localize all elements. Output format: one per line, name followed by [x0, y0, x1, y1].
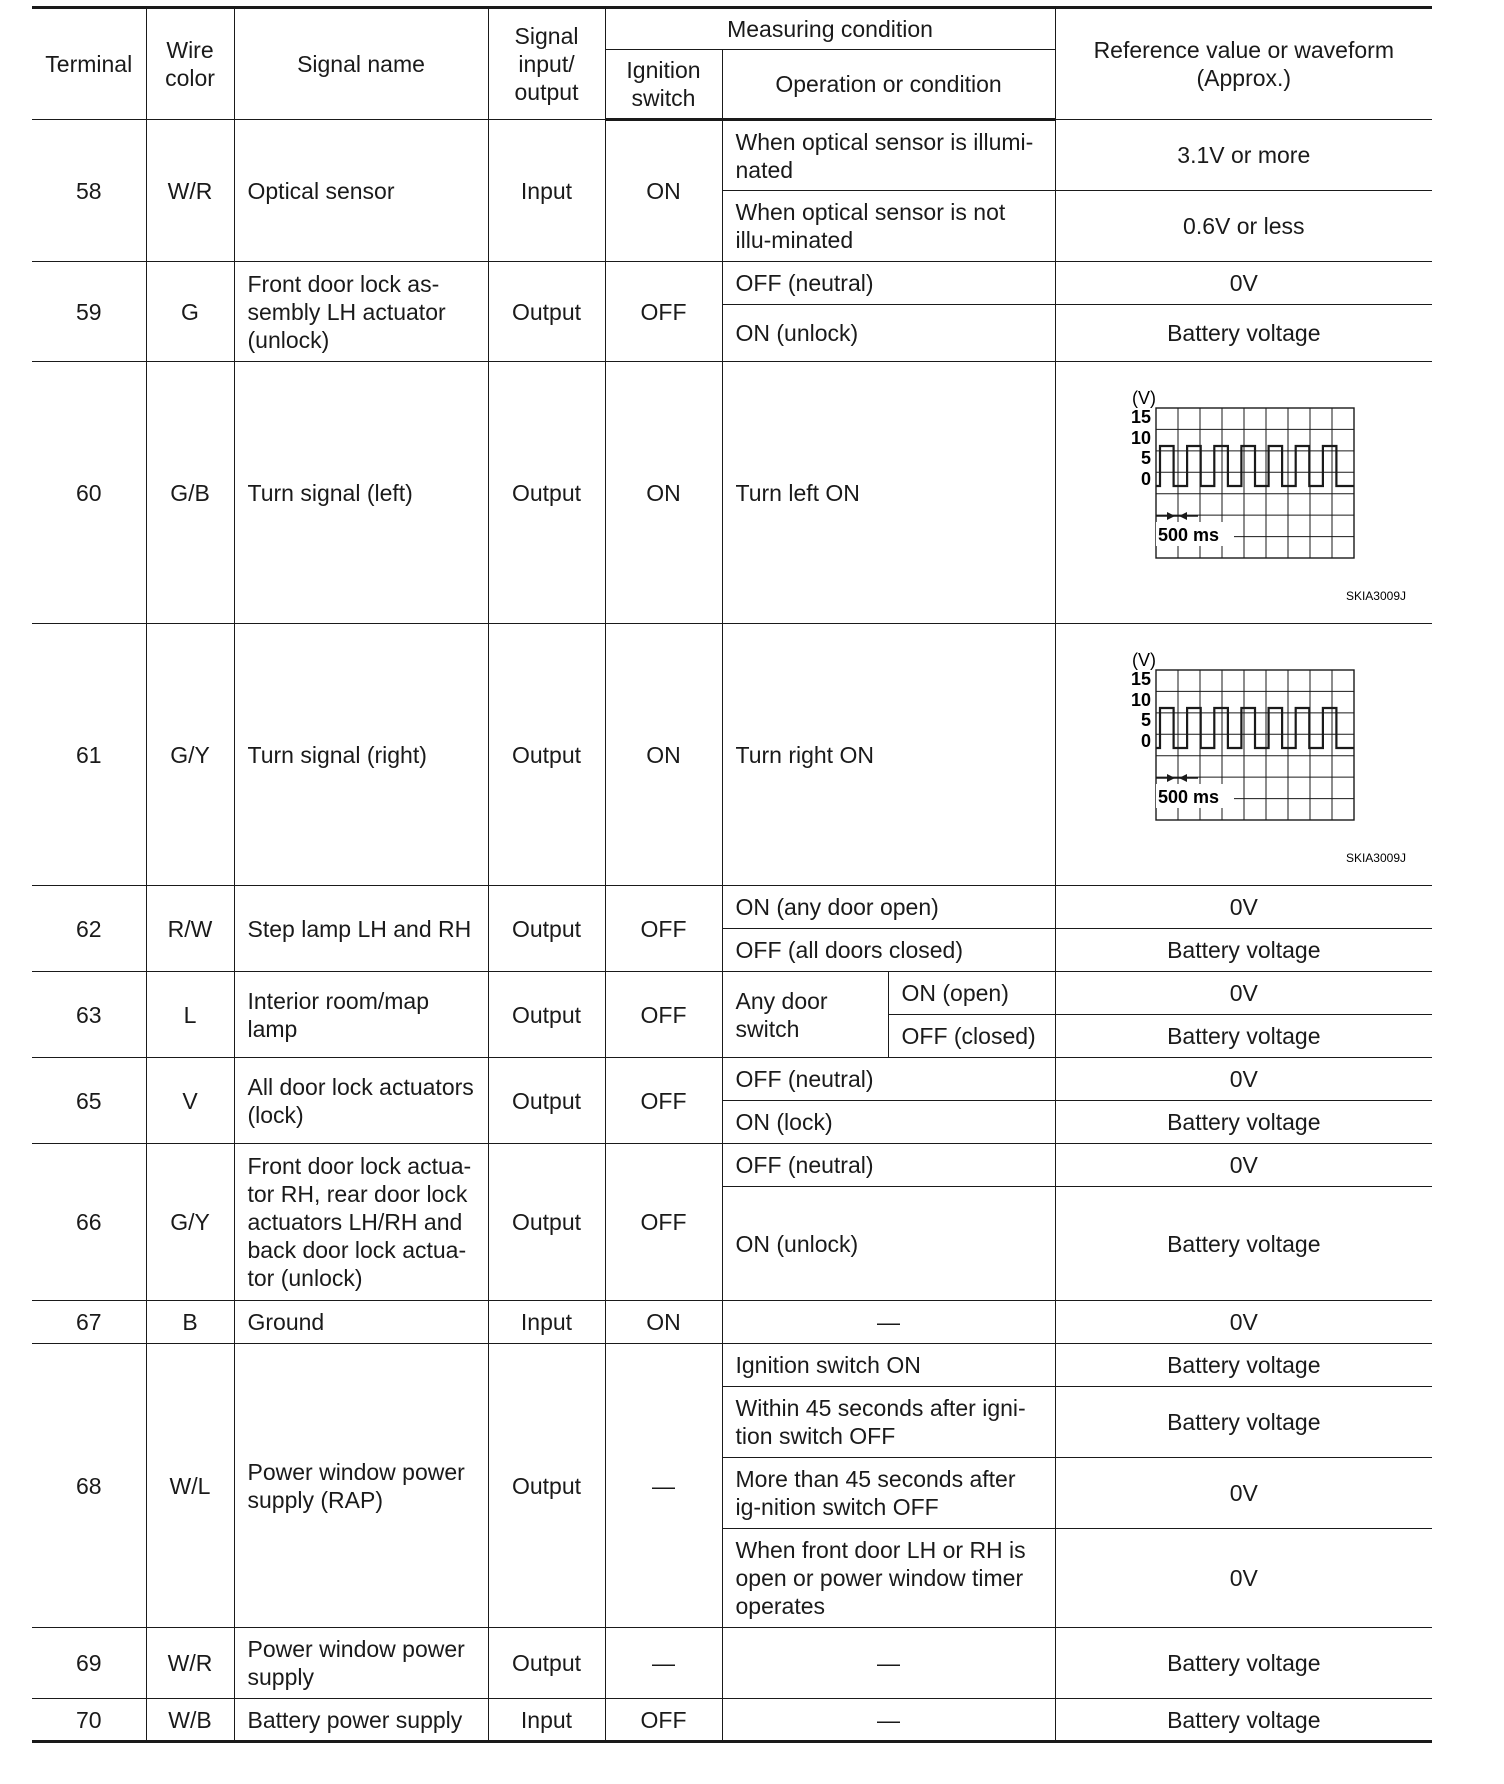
terminal-reference-table-sheet — [32, 6, 1432, 1743]
waveform-y-tick: 5 — [1140, 709, 1151, 730]
terminal-cell: 65 — [32, 1058, 146, 1144]
condition-cell: ON (unlock) — [722, 1187, 1055, 1301]
signal-io-cell: Output — [488, 1144, 605, 1301]
signal-io-cell: Output — [488, 886, 605, 972]
reference-value-cell: 0V — [1055, 1529, 1432, 1628]
reference-value-cell: 0V — [1055, 1144, 1432, 1187]
condition-group-cell: Any door switch — [722, 972, 888, 1058]
waveform-trace — [1156, 446, 1354, 486]
header-reference-value: Reference value or waveform (Approx.) — [1055, 8, 1432, 120]
signal-name-cell: Turn signal (left) — [234, 362, 488, 624]
reference-value-cell: Battery voltage — [1055, 1344, 1432, 1387]
waveform-y-tick: 10 — [1130, 427, 1151, 448]
ignition-switch-cell: — — [605, 1344, 722, 1628]
ignition-switch-cell: OFF — [605, 1699, 722, 1742]
table-row — [32, 120, 1432, 191]
ignition-switch-cell: ON — [605, 362, 722, 624]
table-row — [32, 362, 1432, 624]
reference-value-cell: 0V — [1055, 886, 1432, 929]
ignition-switch-cell: ON — [605, 1301, 722, 1344]
condition-cell: ON (unlock) — [722, 305, 1055, 362]
ignition-switch-cell: OFF — [605, 972, 722, 1058]
signal-io-cell: Input — [488, 120, 605, 262]
reference-value-cell: 3.1V or more — [1055, 120, 1432, 191]
header-ignition-switch: Ignition switch — [605, 50, 722, 120]
wire-color-cell: G — [146, 262, 234, 362]
condition-cell: Ignition switch ON — [722, 1344, 1055, 1387]
header-signal-name: Signal name — [234, 8, 488, 120]
terminal-cell: 60 — [32, 362, 146, 624]
header-terminal: Terminal — [32, 8, 146, 120]
table-row — [32, 1628, 1432, 1699]
ignition-switch-cell: OFF — [605, 886, 722, 972]
terminal-cell: 68 — [32, 1344, 146, 1628]
terminal-cell: 66 — [32, 1144, 146, 1301]
signal-name-cell: Optical sensor — [234, 120, 488, 262]
waveform-figure-code: SKIA3009J — [1345, 850, 1406, 865]
signal-name-cell: Front door lock actua-tor RH, rear door lock actuators LH/RH and back door lock actua-tor (unlock) — [234, 1144, 488, 1301]
header-operation-condition: Operation or condition — [722, 50, 1055, 120]
reference-value-cell: 0V — [1055, 972, 1432, 1015]
table-row — [32, 972, 1432, 1015]
terminal-cell: 67 — [32, 1301, 146, 1344]
header-signal-io: Signal input/ output — [488, 8, 605, 120]
signal-name-cell: Interior room/map lamp — [234, 972, 488, 1058]
reference-value-cell: Battery voltage — [1055, 1187, 1432, 1301]
signal-io-cell: Output — [488, 972, 605, 1058]
condition-cell: Within 45 seconds after igni-tion switch OFF — [722, 1387, 1055, 1458]
reference-value-cell: 0V — [1055, 262, 1432, 305]
reference-value-cell: Battery voltage — [1055, 1101, 1432, 1144]
wire-color-cell: G/Y — [146, 624, 234, 886]
wire-color-cell: L — [146, 972, 234, 1058]
condition-cell: OFF (neutral) — [722, 262, 1055, 305]
condition-cell: — — [722, 1301, 1055, 1344]
header-wire-color: Wire color — [146, 8, 234, 120]
terminal-cell: 63 — [32, 972, 146, 1058]
condition-cell: OFF (all doors closed) — [722, 929, 1055, 972]
table-row — [32, 624, 1432, 886]
wire-color-cell: W/R — [146, 1628, 234, 1699]
wire-color-cell: G/B — [146, 362, 234, 624]
condition-cell: When front door LH or RH is open or power window timer operates — [722, 1529, 1055, 1628]
wire-color-cell: W/L — [146, 1344, 234, 1628]
table-row — [32, 1344, 1432, 1387]
condition-cell: ON (lock) — [722, 1101, 1055, 1144]
condition-cell: OFF (closed) — [888, 1015, 1055, 1058]
turn-signal-right-waveform — [1074, 640, 1414, 870]
waveform-figure-code: SKIA3009J — [1345, 588, 1406, 603]
waveform-y-tick: 15 — [1130, 668, 1151, 689]
reference-value-cell: Battery voltage — [1055, 1699, 1432, 1742]
condition-cell: OFF (neutral) — [722, 1144, 1055, 1187]
ignition-switch-cell: — — [605, 1628, 722, 1699]
table-row — [32, 1058, 1432, 1101]
waveform-y-tick: 10 — [1130, 689, 1151, 710]
turn-signal-left-waveform — [1074, 378, 1414, 608]
table-row — [32, 886, 1432, 929]
waveform-unit-label: (V) — [1131, 387, 1156, 408]
terminal-reference-table — [32, 6, 1432, 1743]
condition-cell: OFF (neutral) — [722, 1058, 1055, 1101]
waveform-time-label: 500 ms — [1157, 524, 1219, 545]
signal-io-cell: Output — [488, 1344, 605, 1628]
signal-io-cell: Output — [488, 624, 605, 886]
wire-color-cell: G/Y — [146, 1144, 234, 1301]
header-measuring-condition: Measuring condition — [605, 8, 1055, 50]
reference-value-cell: Battery voltage — [1055, 1015, 1432, 1058]
ignition-switch-cell: OFF — [605, 1058, 722, 1144]
waveform-y-tick: 15 — [1130, 406, 1151, 427]
signal-name-cell: Battery power supply — [234, 1699, 488, 1742]
terminal-cell: 70 — [32, 1699, 146, 1742]
ignition-switch-cell: OFF — [605, 1144, 722, 1301]
wire-color-cell: V — [146, 1058, 234, 1144]
table-row — [32, 1301, 1432, 1344]
wire-color-cell: R/W — [146, 886, 234, 972]
signal-name-cell: Power window power supply (RAP) — [234, 1344, 488, 1628]
reference-value-cell: 0V — [1055, 1458, 1432, 1529]
waveform-unit-label: (V) — [1131, 649, 1156, 670]
signal-name-cell: Front door lock as-sembly LH actuator (unlock) — [234, 262, 488, 362]
reference-value-cell: Battery voltage — [1055, 929, 1432, 972]
waveform-trace — [1156, 708, 1354, 748]
condition-cell: ON (any door open) — [722, 886, 1055, 929]
signal-io-cell: Input — [488, 1699, 605, 1742]
signal-io-cell: Output — [488, 1058, 605, 1144]
reference-value-cell: Battery voltage — [1055, 1628, 1432, 1699]
signal-name-cell: Step lamp LH and RH — [234, 886, 488, 972]
table-row — [32, 1699, 1432, 1742]
reference-value-cell: 0.6V or less — [1055, 191, 1432, 262]
table-row — [32, 262, 1432, 305]
ignition-switch-cell: ON — [605, 120, 722, 262]
waveform-time-label: 500 ms — [1157, 786, 1219, 807]
terminal-cell: 69 — [32, 1628, 146, 1699]
waveform-y-tick: 5 — [1140, 447, 1151, 468]
terminal-cell: 62 — [32, 886, 146, 972]
waveform-y-tick: 0 — [1140, 730, 1151, 751]
condition-cell: — — [722, 1699, 1055, 1742]
signal-io-cell: Input — [488, 1301, 605, 1344]
reference-value-cell: 0V — [1055, 1301, 1432, 1344]
table-row — [32, 1144, 1432, 1187]
condition-cell: — — [722, 1628, 1055, 1699]
reference-value-cell: Battery voltage — [1055, 1387, 1432, 1458]
condition-cell: ON (open) — [888, 972, 1055, 1015]
signal-io-cell: Output — [488, 362, 605, 624]
wire-color-cell: B — [146, 1301, 234, 1344]
signal-io-cell: Output — [488, 1628, 605, 1699]
ignition-switch-cell: ON — [605, 624, 722, 886]
signal-io-cell: Output — [488, 262, 605, 362]
signal-name-cell: All door lock actuators (lock) — [234, 1058, 488, 1144]
condition-cell: When optical sensor is not illu-minated — [722, 191, 1055, 262]
waveform-y-tick: 0 — [1140, 468, 1151, 489]
terminal-cell: 58 — [32, 120, 146, 262]
reference-waveform-cell — [1055, 624, 1432, 886]
terminal-cell: 59 — [32, 262, 146, 362]
wire-color-cell: W/R — [146, 120, 234, 262]
signal-name-cell: Turn signal (right) — [234, 624, 488, 886]
signal-name-cell: Power window power supply — [234, 1628, 488, 1699]
condition-cell: When optical sensor is illumi-nated — [722, 120, 1055, 191]
reference-value-cell: Battery voltage — [1055, 305, 1432, 362]
signal-name-cell: Ground — [234, 1301, 488, 1344]
condition-cell: Turn right ON — [722, 624, 1055, 886]
reference-waveform-cell — [1055, 362, 1432, 624]
condition-cell: Turn left ON — [722, 362, 1055, 624]
wire-color-cell: W/B — [146, 1699, 234, 1742]
reference-value-cell: 0V — [1055, 1058, 1432, 1101]
condition-cell: More than 45 seconds after ig-nition switch OFF — [722, 1458, 1055, 1529]
ignition-switch-cell: OFF — [605, 262, 722, 362]
terminal-cell: 61 — [32, 624, 146, 886]
